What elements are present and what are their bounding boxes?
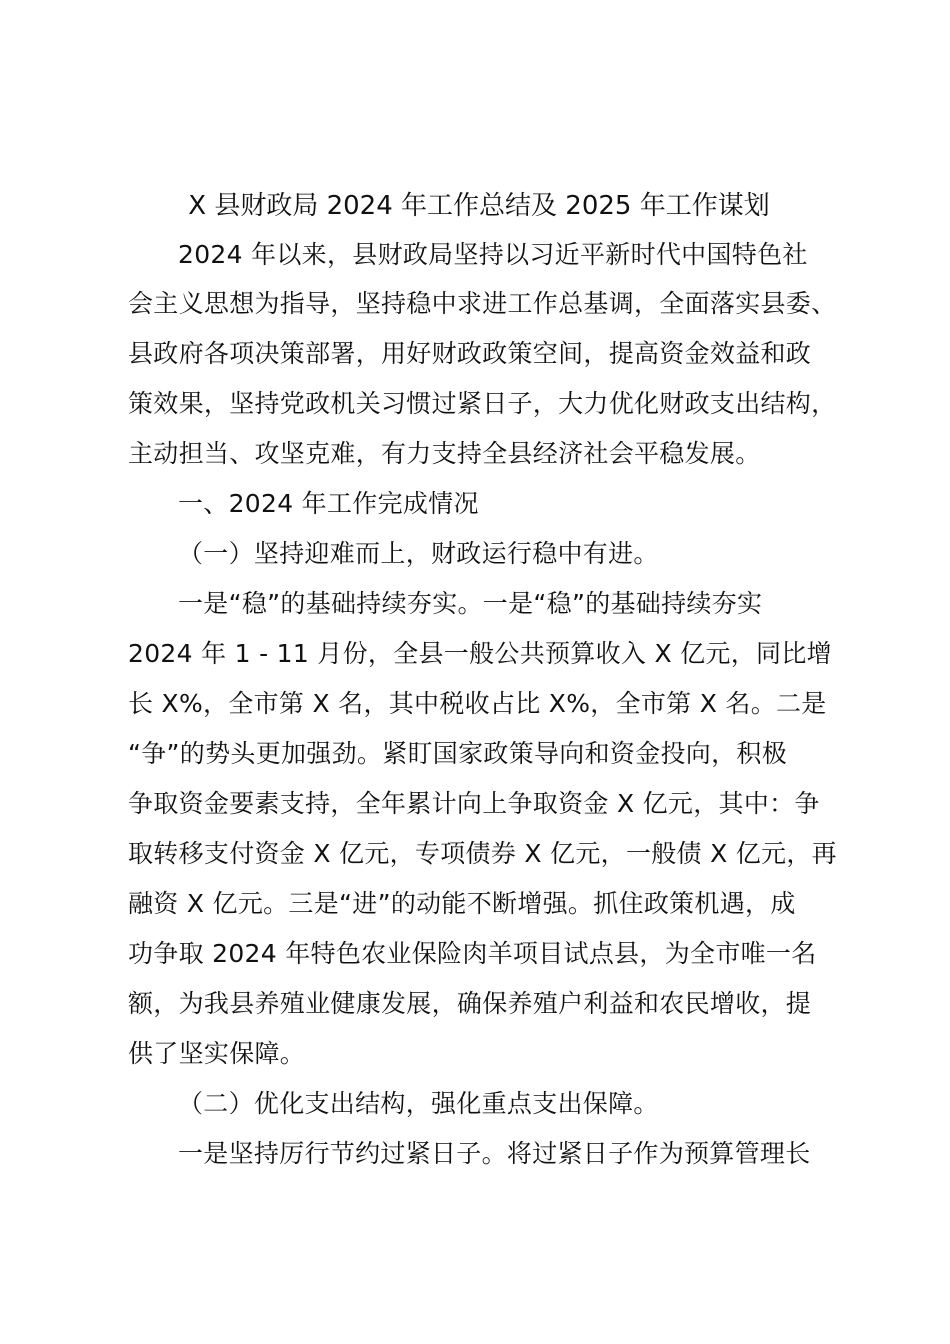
paragraph-line: 融资 X 亿元。三是“进”的动能不断增强。抓住政策机遇，成 — [128, 889, 796, 918]
subsection-heading: （一）坚持迎难而上，财政运行稳中有进。 — [178, 539, 659, 568]
paragraph-line: 长 X%，全市第 X 名，其中税收占比 X%，全市第 X 名。二是 — [128, 689, 827, 718]
paragraph-line: 一是“稳”的基础持续夯实。一是“稳”的基础持续夯实 — [178, 589, 763, 618]
paragraph-line: 主动担当、攻坚克难，有力支持全县经济社会平稳发展。 — [128, 439, 761, 468]
paragraph-line: 功争取 2024 年特色农业保险肉羊项目试点县，为全市唯一名 — [128, 939, 817, 968]
paragraph-line: 2024 年以来，县财政局坚持以习近平新时代中国特色社 — [178, 240, 808, 269]
paragraph-line: 额，为我县养殖业健康发展，确保养殖户利益和农民增收，提 — [128, 989, 812, 1018]
paragraph-line: 策效果，坚持党政机关习惯过紧日子，大力优化财政支出结构， — [128, 389, 837, 418]
paragraph-line: “争”的势头更加强劲。紧盯国家政策导向和资金投向，积极 — [128, 739, 788, 768]
paragraph-line: 2024 年 1 - 11 月份，全县一般公共预算收入 X 亿元，同比增 — [128, 639, 832, 668]
paragraph-line: 争取资金要素支持，全年累计向上争取资金 X 亿元，其中：争 — [128, 789, 820, 818]
paragraph-line: 一是坚持厉行节约过紧日子。将过紧日子作为预算管理长 — [178, 1139, 811, 1168]
paragraph-line: 县政府各项决策部署，用好财政政策空间，提高资金效益和政 — [128, 339, 812, 368]
subsection-heading: （二）优化支出结构，强化重点支出保障。 — [178, 1089, 659, 1118]
paragraph-line: 会主义思想为指导，坚持稳中求进工作总基调，全面落实县委、 — [128, 289, 837, 318]
document-title: X 县财政局 2024 年工作总结及 2025 年工作谋划 — [188, 191, 770, 221]
paragraph-line: 取转移支付资金 X 亿元，专项债券 X 亿元，一般债 X 亿元，再 — [128, 839, 837, 868]
section-heading: 一、2024 年工作完成情况 — [178, 489, 479, 518]
paragraph-line: 供了坚实保障。 — [128, 1039, 306, 1068]
